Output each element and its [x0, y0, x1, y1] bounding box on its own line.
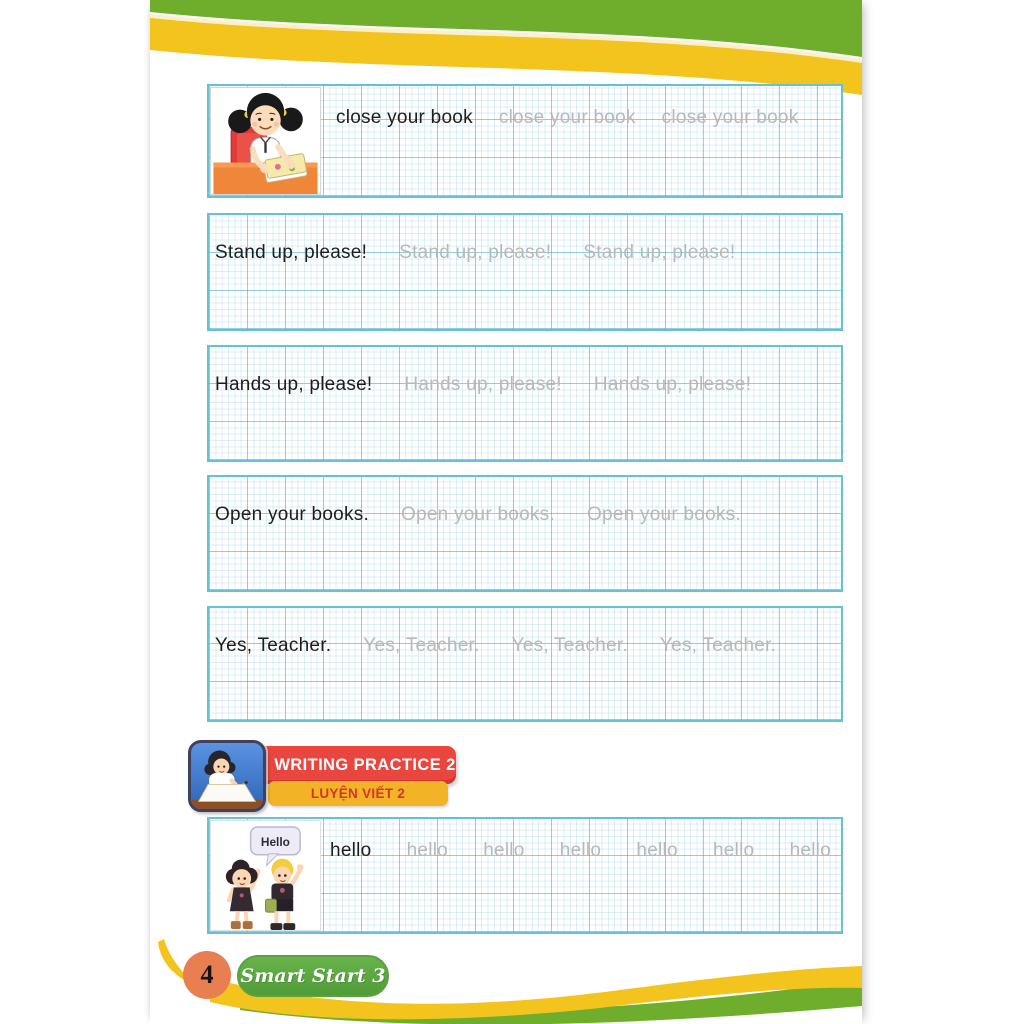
girl-writing-icon — [188, 740, 266, 812]
practice-word-trace: Yes, Teacher. — [511, 635, 628, 656]
practice-word-solid: Yes, Teacher. — [215, 635, 332, 656]
practice-panel-hands-up — [207, 345, 843, 462]
practice-word-trace: close your book — [498, 107, 636, 128]
practice-word-trace: Hands up, please! — [404, 374, 562, 395]
practice-word-solid: Open your books. — [215, 504, 369, 525]
section-subtitle: LUYỆN VIẾT 2 — [310, 786, 406, 801]
practice-word-trace: hello — [406, 840, 448, 861]
practice-word-solid: close your book — [336, 107, 473, 128]
section-title: WRITING PRACTICE 2 — [274, 755, 456, 774]
page-number: 4 — [200, 960, 214, 989]
section-banner — [188, 740, 478, 812]
practice-word-trace: Yes, Teacher. — [659, 635, 777, 656]
practice-word-trace: Stand up, please! — [583, 242, 736, 263]
practice-panel-close-your-book — [207, 84, 843, 198]
kids-waving-drawing — [211, 821, 320, 931]
section-subtitle-ribbon — [268, 781, 448, 806]
practice-word-trace: Open your books. — [400, 504, 555, 525]
practice-word-trace: Stand up, please! — [399, 242, 552, 263]
practice-word-solid: hello — [330, 840, 372, 861]
practice-word-trace: close your book — [661, 107, 799, 128]
page-number-badge — [183, 951, 231, 999]
girl-closing-book-drawing — [211, 88, 320, 195]
practice-word-trace: hello — [712, 840, 755, 861]
series-logo — [237, 955, 389, 997]
book-page — [150, 0, 862, 1024]
practice-panel-open-your-books — [207, 475, 843, 592]
practice-word-trace: hello — [636, 840, 678, 861]
kids-waving-hello-illustration — [210, 820, 321, 931]
practice-panel-hello — [207, 817, 843, 934]
practice-word-trace: hello — [789, 840, 831, 861]
practice-word-trace: Yes, Teacher. — [363, 635, 480, 656]
practice-word-solid: Hands up, please! — [215, 374, 373, 395]
practice-word-trace: hello — [483, 840, 525, 861]
practice-word-trace: Hands up, please! — [593, 374, 752, 395]
practice-word-trace: hello — [559, 840, 602, 861]
practice-word-solid: Stand up, please! — [215, 242, 368, 263]
series-title: Smart Start 3 — [240, 965, 386, 987]
girl-closing-book-illustration — [210, 87, 321, 195]
practice-word-trace: Open your books. — [586, 504, 741, 525]
speech-bubble-text: Hello — [260, 834, 290, 849]
practice-panel-stand-up — [207, 213, 843, 331]
practice-panel-yes-teacher — [207, 606, 843, 722]
